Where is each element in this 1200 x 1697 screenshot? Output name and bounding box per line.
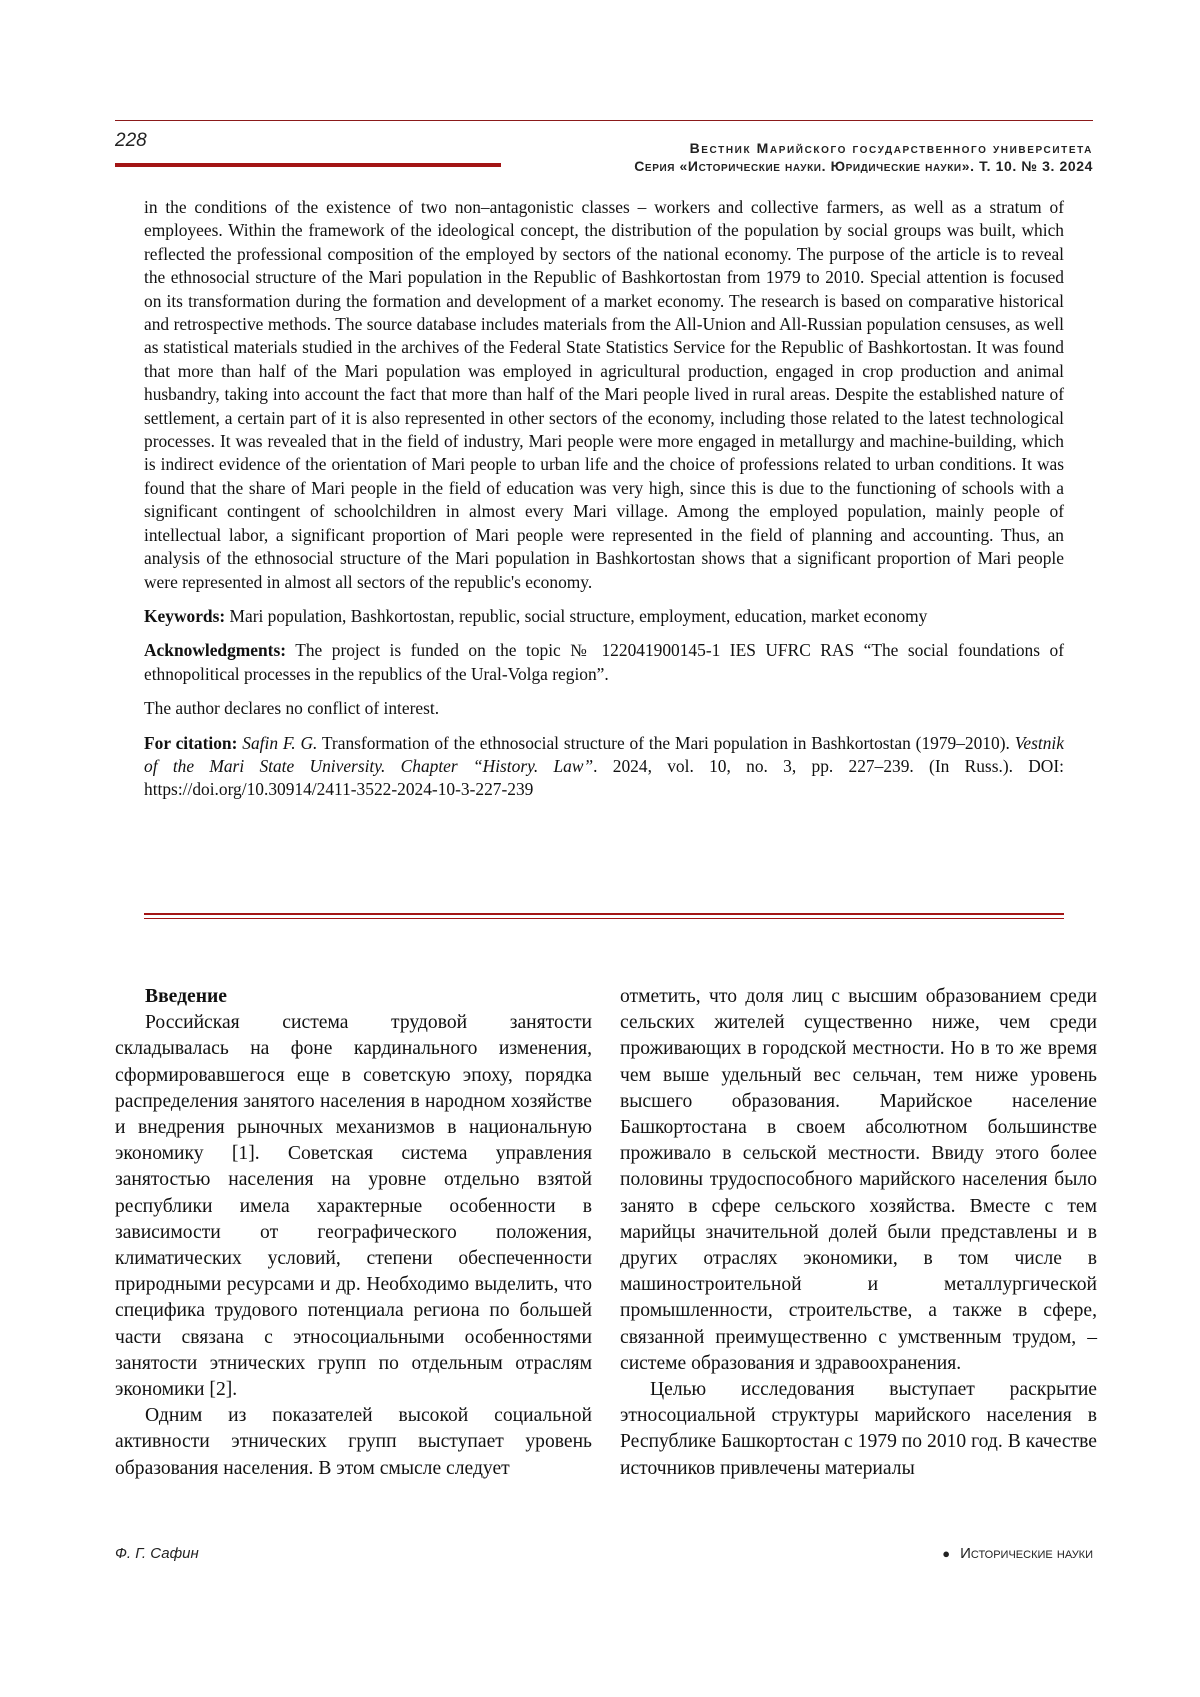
citation (144, 732, 1064, 802)
journal-header (634, 139, 1093, 175)
page-number: 228 (115, 130, 147, 151)
citation-title: Transformation of the ethnosocial structure of the Mari population in Bashkortostan (1979–2010). (321, 732, 1010, 753)
journal-title: Вестник Марийского государственного университета (689, 140, 1093, 156)
conflict-statement: The author declares no conflict of interest. (144, 698, 440, 719)
header-top-rule (115, 120, 1093, 121)
acknowledgments-label: Acknowledgments: (144, 640, 287, 661)
acknowledgments (144, 639, 1064, 686)
acknowledgments-text: The project is funded on the topic № 122041900145-1 IES UFRC RAS “The social foundations of ethnopolitical processes in the republics of the Ural-Volga region”. (144, 640, 1064, 684)
abstract-separator-thin (144, 918, 1064, 919)
right-column (620, 984, 1097, 1482)
body-paragraph: Целью исследования выступает раскрытие этносоциальной структуры марийского населения в Республике Башкортостан с 1979 по 2010 год. В качестве источников привлечены материалы (620, 1379, 1097, 1479)
footer-section (942, 1545, 1093, 1562)
citation-journal: Vestnik of the Mari State University. Chapter “History. Law” (144, 732, 1064, 776)
citation-author: Safin F. G. (242, 732, 318, 753)
section-heading: Введение (145, 986, 227, 1007)
journal-series: Серия «Исторические науки. Юридические науки». Т. 10. № 3. 2024 (634, 158, 1093, 174)
citation-label: For citation: (144, 732, 238, 753)
footer-author: Ф. Г. Сафин (115, 1545, 199, 1562)
keywords-text: Mari population, Bashkortostan, republic, social structure, employment, education, market economy (229, 605, 928, 626)
keywords-label: Keywords: (144, 605, 226, 626)
bullet-icon: ● (942, 1546, 951, 1561)
body-paragraph: Одним из показателей высокой социальной активности этнических групп выступает уровень образования населения. В этом смысле следует (115, 1405, 592, 1479)
abstract-separator-thick (144, 913, 1064, 915)
abstract-block (144, 196, 1064, 802)
header-red-bar (115, 163, 501, 167)
keywords (144, 605, 1064, 628)
abstract-text: in the conditions of the existence of two non–antagonistic classes – workers and collective farmers, as well as a stratum of employees. Within the framework of the ideological concept, the distribution of the population by social groups was built, which reflected the professional composition of the employed by sectors of the national economy. The purpose of the article is to reveal the ethnosocial structure of the Mari population in the Republic of Bashkortostan from 1979 to 2010. Special attention is focused on its transformation during the formation and development of a market economy. The research is based on comparative historical and retrospective methods. The source database includes materials from the All-Union and All-Russian population censuses, as well as statistical materials studied in the archives of the Federal State Statistics Service for the Republic of Bashkortostan. It was found that more than half of the Mari population was employed in agricultural production, engaged in crop production and animal husbandry, taking into account the fact that more than half of the Mari people lived in rural areas. Despite the established nature of settlement, a certain part of it is also represented in other sectors of the economy, including those related to the latest technological processes. It was revealed that in the field of industry, Mari people were more engaged in metallurgy and machine-building, which is indirect evidence of the orientation of Mari people to urban life and the choice of professions related to urban conditions. It was found that the share of Mari people in the field of education was very high, since this is due to the functioning of schools with a significant contingent of schoolchildren in almost every Mari village. Among the employed population, mainly people of intellectual labor, a significant proportion of Mari people were represented in the field of planning and accounting. Thus, an analysis of the ethnosocial structure of the Mari population in Bashkortostan shows that a significant proportion of Mari people were represented in almost all sectors of the republic's economy. (144, 197, 1064, 592)
left-column (115, 984, 592, 1482)
footer-section-label: Исторические науки (960, 1545, 1093, 1562)
citation-rest: . 2024, vol. 10, no. 3, pp. 227–239. (In Russ.). DOI: https://doi.org/10.30914/2411-3522-2024-10-3-227-239 (144, 755, 1064, 800)
body-paragraph: отметить, что доля лиц с высшим образованием среди сельских жителей существенно ниже, чем среди проживающих в городской местности. Но в то же время чем выше удельный вес сельчан, тем ниже уровень высшего образования. Марийское население Башкортостана в своем абсолютном большинстве проживало в сельской местности. Ввиду этого более половины трудоспособного марийского населения было занято в сфере сельского хозяйства. Вместе с тем марийцы значительной долей были представлены и в других отраслях экономики, в том числе в машиностроительной и металлургической промышленности, строительстве, а также в сфере, связанной преимущественно с умственным трудом, – системе образования и здравоохранения. (620, 986, 1097, 1374)
body-paragraph: Российская система трудовой занятости складывалась на фоне кардинального изменения, сформировавшегося еще в советскую эпоху, порядка распределения занятого населения в народном хозяйстве и внедрения рыночных механизмов в национальную экономику [1]. Советская система управления занятостью населения на уровне отдельно взятой республики имела характерные особенности в зависимости от географического положения, климатических условий, степени обеспеченности природными ресурсами и др. Необходимо выделить, что специфика трудового потенциала региона по большей части связана с этносоциальными особенностями занятости этнических групп по отдельным отраслям экономики [2]. (115, 1012, 592, 1401)
